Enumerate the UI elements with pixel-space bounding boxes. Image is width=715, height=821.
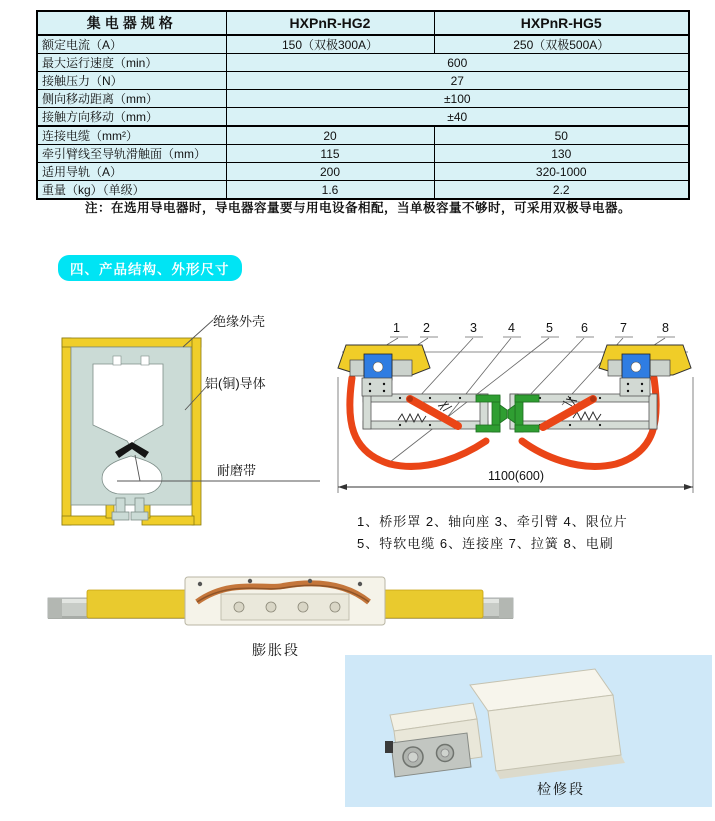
table-header-row — [37, 11, 689, 35]
row-label: 接触压力（N） — [37, 72, 226, 90]
table-row — [37, 90, 689, 108]
row-label: 重量（kg）（单级） — [37, 181, 226, 200]
row-label: 额定电流（A） — [37, 35, 226, 54]
callout-4: 4 — [508, 321, 515, 335]
callout-5: 5 — [546, 321, 553, 335]
bracket-rivets — [369, 383, 643, 392]
callout-8: 8 — [662, 321, 669, 335]
table-row — [37, 163, 689, 181]
row-value: ±100 — [226, 90, 689, 108]
row-label: 牵引臂线至导轨滑触面（mm） — [37, 145, 226, 163]
row-value: 600 — [226, 54, 689, 72]
row-value: 50 — [434, 126, 689, 145]
callout-2: 2 — [423, 321, 430, 335]
table-row — [37, 72, 689, 90]
spec-table — [36, 10, 690, 200]
label-conductor: 铝(铜)导体 — [205, 376, 266, 391]
callout-7: 7 — [620, 321, 627, 335]
row-value: 130 — [434, 145, 689, 163]
col-hg5: HXPnR-HG5 — [434, 11, 689, 35]
row-value: 150（双极300A） — [226, 35, 434, 54]
row-label: 连接电缆（mm²） — [37, 126, 226, 145]
row-value: ±40 — [226, 108, 689, 127]
col-hg2: HXPnR-HG2 — [226, 11, 434, 35]
callout-1: 1 — [393, 321, 400, 335]
label-wear-strip: 耐磨带 — [217, 463, 257, 478]
row-value: 2.2 — [434, 181, 689, 200]
rail-cross-section-figure — [55, 300, 325, 535]
row-label: 适用导轨（A） — [37, 163, 226, 181]
row-value: 1.6 — [226, 181, 434, 200]
table-row — [37, 126, 689, 145]
seat-brackets — [362, 378, 650, 396]
callout-6: 6 — [581, 321, 588, 335]
section-badge: 四、产品结构、外形尺寸 — [58, 255, 242, 281]
row-label: 接触方向移动（mm） — [37, 108, 226, 127]
maintenance-section-figure — [345, 655, 712, 807]
row-value: 27 — [226, 72, 689, 90]
note-text: 注：在选用导电器时，导电器容量要与用电设备相配，当单极容量不够时，可采用双极导电器。 — [85, 201, 632, 215]
table-title: 集电器规格 — [37, 11, 226, 35]
table-row — [37, 54, 689, 72]
table-row — [37, 145, 689, 163]
dimension-label: 1100(600) — [477, 469, 555, 483]
conductor-shape — [71, 347, 191, 520]
parts-list-line-2: 5、特软电缆 6、连接座 7、拉簧 8、电刷 — [357, 536, 614, 551]
table-row — [37, 181, 689, 200]
table-row — [37, 108, 689, 127]
expansion-caption: 膨胀段 — [252, 642, 300, 658]
row-value: 200 — [226, 163, 434, 181]
row-value: 250（双极500A） — [434, 35, 689, 54]
callout-3: 3 — [470, 321, 477, 335]
parts-list-line-1: 1、桥形罩 2、轴向座 3、牵引臂 4、限位片 — [357, 514, 628, 529]
maintenance-photo-panel — [345, 655, 712, 807]
table-row — [37, 35, 689, 54]
row-value: 115 — [226, 145, 434, 163]
expansion-section-figure — [25, 572, 520, 634]
row-value: 20 — [226, 126, 434, 145]
label-insulation-shell: 绝缘外壳 — [213, 314, 266, 329]
row-label: 最大运行速度（min） — [37, 54, 226, 72]
maintenance-caption: 检修段 — [537, 781, 585, 797]
row-value: 320-1000 — [434, 163, 689, 181]
row-label: 侧向移动距离（mm） — [37, 90, 226, 108]
